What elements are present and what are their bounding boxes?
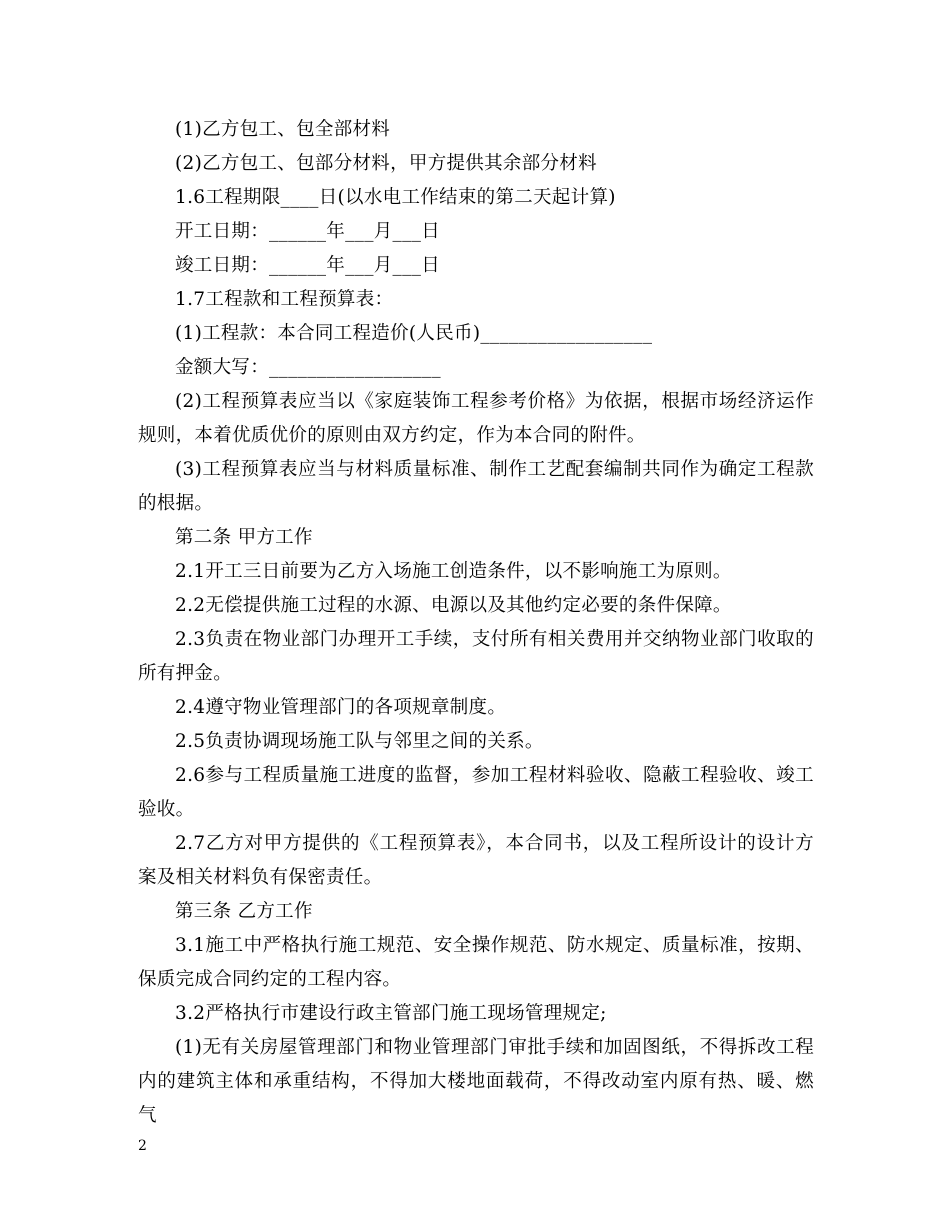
paragraph: (1)乙方包工、包全部材料 xyxy=(175,119,391,140)
page-number: 2 xyxy=(138,1138,147,1154)
paragraph: (1)工程款：本合同工程造价(人民币)__________________ xyxy=(175,323,653,344)
paragraph: 1.6工程期限____日(以水电工作结束的第二天起计算) xyxy=(175,187,616,208)
paragraph: (3)工程预算表应当与材料质量标准、制作工艺配套编制共同作为确定工程款的根据。 xyxy=(138,459,814,514)
paragraph: (2)工程预算表应当以《家庭装饰工程参考价格》为依据，根据市场经济运作规则，本着优质优价的原则由双方约定，作为本合同的附件。 xyxy=(138,391,814,446)
paragraph: 1.7工程款和工程预算表： xyxy=(175,289,394,310)
paragraph: 3.2严格执行市建设行政主管部门施工现场管理规定; xyxy=(175,1003,607,1024)
paragraph: 2.1开工三日前要为乙方入场施工创造条件，以不影响施工为原则。 xyxy=(175,561,732,582)
paragraph: 2.6参与工程质量施工进度的监督，参加工程材料验收、隐蔽工程验收、竣工验收。 xyxy=(138,765,814,820)
paragraph: 2.3负责在物业部门办理开工手续，支付所有相关费用并交纳物业部门收取的所有押金。 xyxy=(138,629,814,684)
section-heading: 第二条 甲方工作 xyxy=(175,527,313,548)
paragraph: 金额大写：__________________ xyxy=(175,357,441,378)
section-heading: 第三条 乙方工作 xyxy=(175,901,313,922)
paragraph: 2.2无偿提供施工过程的水源、电源以及其他约定必要的条件保障。 xyxy=(175,595,732,616)
paragraph: 2.7乙方对甲方提供的《工程预算表》，本合同书，以及工程所设计的设计方案及相关材料负有保密责任。 xyxy=(138,833,814,888)
paragraph: 2.4遵守物业管理部门的各项规章制度。 xyxy=(175,697,507,718)
paragraph: 3.1施工中严格执行施工规范、安全操作规范、防水规定、质量标准，按期、保质完成合同约定的工程内容。 xyxy=(138,935,814,990)
paragraph: 开工日期：______年___月___日 xyxy=(175,221,441,242)
document-body xyxy=(138,113,814,1133)
paragraph: 2.5负责协调现场施工队与邻里之间的关系。 xyxy=(175,731,544,752)
paragraph: (2)乙方包工、包部分材料，甲方提供其余部分材料 xyxy=(175,153,597,174)
paragraph: 竣工日期：______年___月___日 xyxy=(175,255,441,276)
paragraph: (1)无有关房屋管理部门和物业管理部门审批手续和加固图纸，不得拆改工程内的建筑主体和承重结构，不得加大楼地面载荷，不得改动室内原有热、暖、燃气 xyxy=(138,1037,814,1126)
